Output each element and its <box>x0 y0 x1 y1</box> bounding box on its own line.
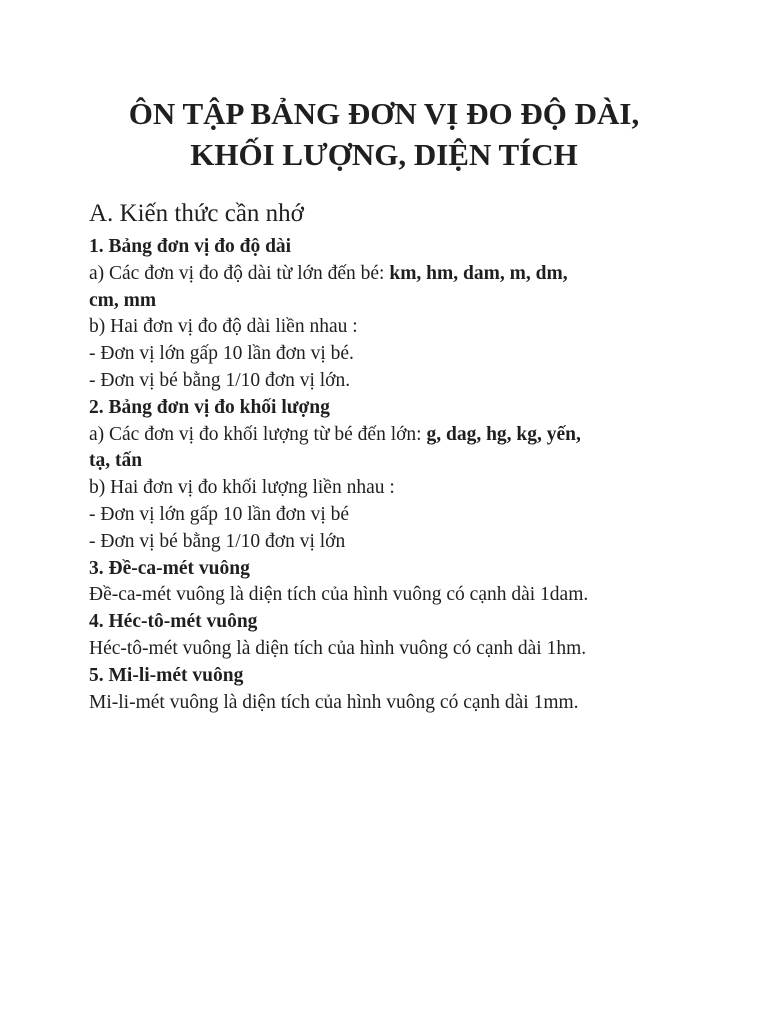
document-title-line-1: ÔN TẬP BẢNG ĐƠN VỊ ĐO ĐỘ DÀI, <box>128 96 640 131</box>
heading-square-decameter: 3. Đề-ca-mét vuông <box>89 557 250 579</box>
section-a-heading: A. Kiến thức cần nhớ <box>89 200 304 227</box>
length-rule-2: - Đơn vị bé bằng 1/10 đơn vị lớn. <box>89 369 351 391</box>
mass-units-order-line <box>89 422 689 449</box>
length-units-order-line <box>89 261 689 288</box>
document-title-line-2: KHỐI LƯỢNG, DIỆN TÍCH <box>190 137 578 172</box>
mass-units-list-part-2: tạ, tấn <box>89 450 143 472</box>
mass-adjacent-units-intro: b) Hai đơn vị đo khối lượng liền nhau : <box>89 477 395 499</box>
definition-square-hectometer: Héc-tô-mét vuông là diện tích của hình vuông có cạnh dài 1hm. <box>89 637 587 659</box>
document-body <box>89 196 689 716</box>
heading-length-units: 1. Bảng đơn vị đo độ dài <box>89 236 292 257</box>
mass-units-list-part-1: g, dag, hg, kg, yến, <box>426 423 581 445</box>
mass-rule-1: - Đơn vị lớn gấp 10 lần đơn vị bé <box>89 503 350 525</box>
length-units-order-text: a) Các đơn vị đo độ dài từ lớn đến bé: <box>89 262 390 284</box>
definition-square-decameter: Đề-ca-mét vuông là diện tích của hình vuông có cạnh dài 1dam. <box>89 584 589 606</box>
heading-square-millimeter: 5. Mi-li-mét vuông <box>89 664 244 686</box>
heading-square-hectometer: 4. Héc-tô-mét vuông <box>89 611 258 633</box>
mass-units-order-text: a) Các đơn vị đo khối lượng từ bé đến lớn: <box>89 423 427 445</box>
length-adjacent-units-intro: b) Hai đơn vị đo độ dài liền nhau : <box>89 316 358 338</box>
length-units-list-part-1: km, hm, dam, m, dm, <box>389 262 568 284</box>
length-rule-1: - Đơn vị lớn gấp 10 lần đơn vị bé. <box>89 343 354 365</box>
mass-rule-2: - Đơn vị bé bằng 1/10 đơn vị lớn <box>89 530 346 552</box>
definition-square-millimeter: Mi-li-mét vuông là diện tích của hình vuông có cạnh dài 1mm. <box>89 691 579 713</box>
heading-mass-units: 2. Bảng đơn vị đo khối lượng <box>89 396 330 418</box>
length-units-list-part-2: cm, mm <box>89 289 157 311</box>
